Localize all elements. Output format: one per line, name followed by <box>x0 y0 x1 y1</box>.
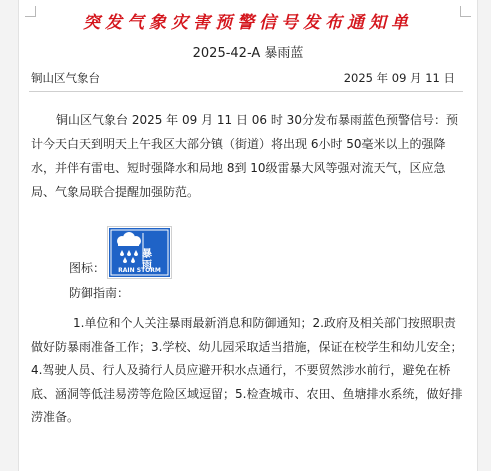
guide-paragraph: 1.单位和个人关注暴雨最新消息和防御通知；2.政府及相关部门按照职责做好防暴雨准备工作；3.学校、幼儿园采取适当措施，保证在校学生和幼儿安全；4.驾驶人员、行人及骑行人员应避开积水点通行，不要贸然涉水前行，避免在桥底、涵洞等低洼易涝等危险区域逗留；5.检查城市、农田、鱼塘排水系统，做好排涝准备。 <box>31 316 463 424</box>
warning-title: 2025-42-A 暴雨蓝 <box>192 46 304 61</box>
rainstorm-blue-warning-icon <box>107 226 172 279</box>
header-divider <box>29 91 463 92</box>
guide-label: 防御指南： <box>69 286 130 300</box>
issuer-date-row <box>31 70 455 86</box>
warning-paragraph: 铜山区气象台 2025 年 09 月 11 日 06 时 30分发布暴雨蓝色预警信号：预计今天白天到明天上午我区大部分镇（街道）将出现 6小时 50毫米以上的强降水，并伴有雷电、短时强降水和局地 8到 10级雷暴大风等强对流天气，区应急局、气象局联合提醒加强防范。 <box>31 113 458 199</box>
notice-header: 突发气象灾害预警信号发布通知单 <box>83 13 413 33</box>
issuer-name: 铜山区气象台 <box>31 71 100 85</box>
issue-date: 2025 年 09 月 11 日 <box>343 71 455 85</box>
icon-en-text: RAIN STORM <box>118 267 161 274</box>
icon-label: 图标： <box>69 261 106 275</box>
document-page <box>18 0 478 471</box>
icon-cn-text: 暴雨 <box>139 248 151 270</box>
